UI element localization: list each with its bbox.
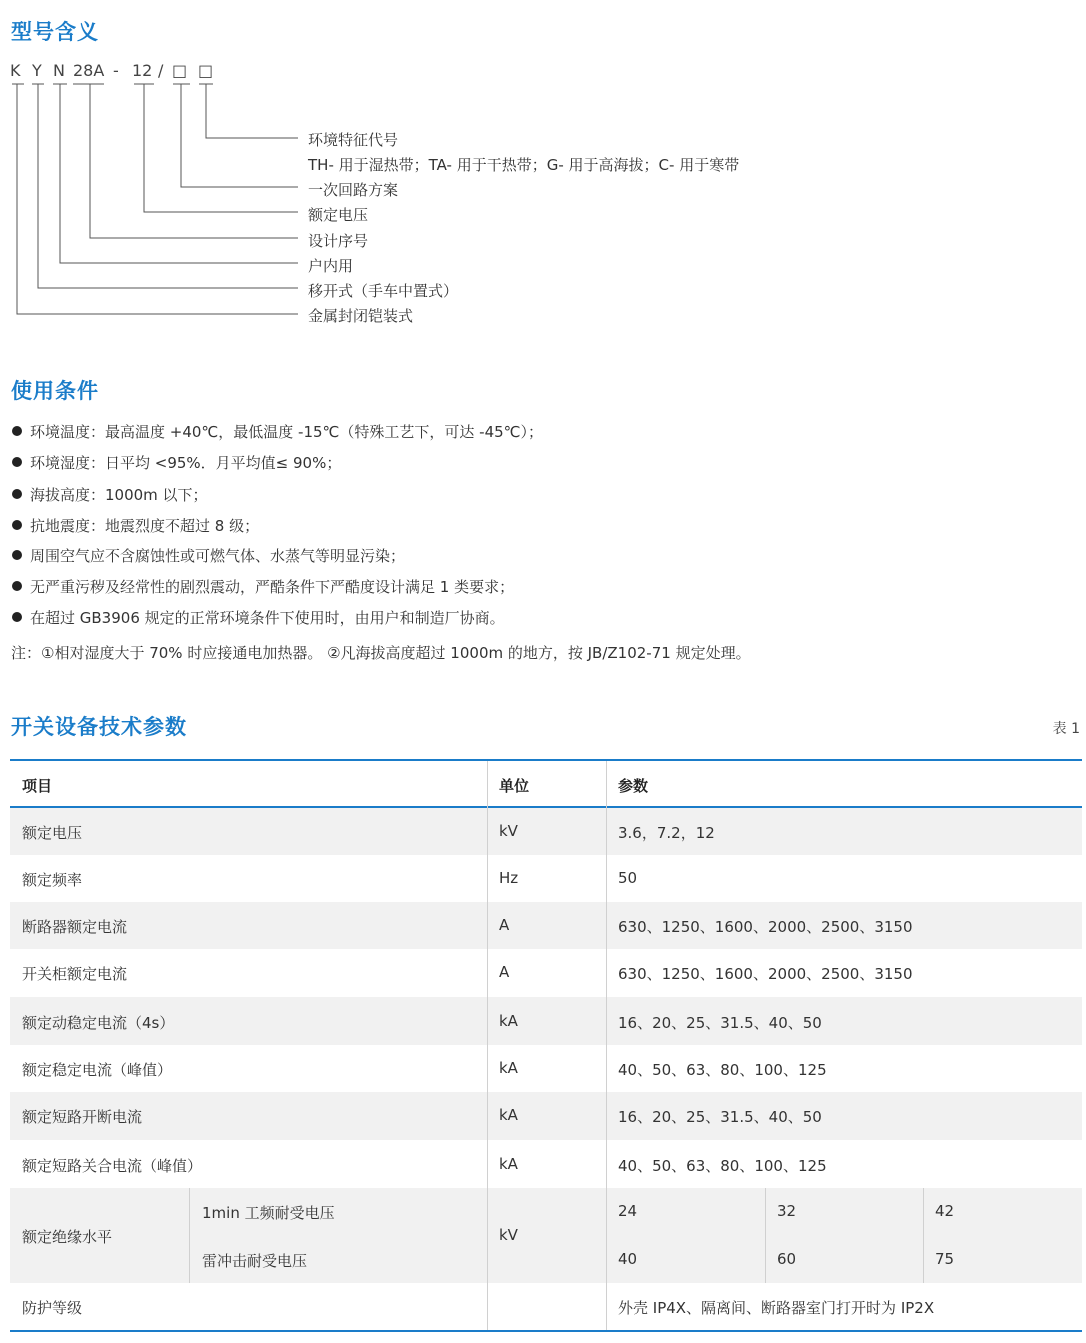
model-desc-8: 金属封闭铠装式 [308, 307, 414, 325]
bullet-icon [12, 581, 22, 591]
condition-item: 无严重污秽及经常性的剧烈震动，严酷条件下严酷度设计满足 1 类要求； [12, 576, 514, 597]
insulation-unit: kV [499, 1226, 518, 1244]
table-row: 开关柜额定电流 A 630、1250、1600、2000、2500、3150 [22, 963, 913, 983]
insulation-item: 额定绝缘水平 [22, 1228, 113, 1246]
code-dash: - [113, 61, 119, 80]
table-row: 额定动稳定电流（4s） kA 16、20、25、31.5、40、50 [10, 997, 1082, 1045]
condition-item: 在超过 GB3906 规定的正常环境条件下使用时，由用户和制造厂协商。 [12, 607, 505, 628]
section-title-model: 型号含义 [11, 20, 99, 44]
code-n: N [53, 61, 65, 80]
bullet-icon [12, 612, 22, 622]
code-box2: □ [198, 61, 214, 80]
column-divider [606, 761, 607, 1330]
code-slash: / [158, 61, 164, 80]
section-title-params: 开关设备技术参数 [11, 715, 187, 739]
table-row: 额定稳定电流（峰值） kA 40、50、63、80、100、125 [22, 1059, 827, 1079]
code-series: 28A [73, 61, 105, 80]
model-desc-7: 移开式（手车中置式） [308, 282, 459, 300]
insulation-sub2: 雷冲击耐受电压 [202, 1252, 308, 1270]
column-divider [923, 1188, 924, 1283]
column-divider [487, 761, 488, 1330]
table-label: 表 1 [1052, 721, 1080, 737]
code-k: K [10, 61, 21, 80]
header-item: 项目 [22, 777, 53, 795]
model-desc-4: 额定电压 [308, 206, 369, 224]
condition-item: 海拔高度：1000m 以下； [12, 484, 208, 505]
code-box1: □ [172, 61, 188, 80]
condition-item: 环境温度：最高温度 +40℃，最低温度 -15℃（特殊工艺下，可达 -45℃）； [12, 421, 543, 442]
table-row: 断路器额定电流 A 630、1250、1600、2000、2500、3150 [10, 902, 1082, 949]
model-bracket-lines [0, 0, 310, 330]
condition-item: 环境湿度：日平均 <95%．月平均值≤ 90%； [12, 452, 341, 473]
model-desc-1: 环境特征代号 [308, 131, 399, 149]
bullet-icon [12, 520, 22, 530]
model-desc-2: TH- 用于湿热带；TA- 用于干热带；G- 用于高海拔；C- 用于寒带 [308, 156, 740, 174]
header-value: 参数 [618, 777, 649, 795]
table-row: 额定频率 Hz 50 [22, 869, 638, 889]
table-header-row [10, 761, 1082, 806]
bullet-icon [12, 489, 22, 499]
bullet-icon [12, 550, 22, 560]
column-divider [765, 1188, 766, 1283]
insulation-sub1: 1min 工频耐受电压 [202, 1204, 335, 1222]
table-row-insulation: 额定绝缘水平 1min 工频耐受电压 雷冲击耐受电压 kV 24 32 42 40 60 75 [10, 1188, 1082, 1283]
model-desc-6: 户内用 [308, 257, 354, 275]
bullet-icon [12, 426, 22, 436]
column-divider [189, 1188, 190, 1283]
table-bottom-rule [10, 1330, 1082, 1332]
table-row: 额定短路关合电流（峰值） kA 40、50、63、80、100、125 [22, 1155, 827, 1175]
bullet-icon [12, 457, 22, 467]
condition-item: 周围空气应不含腐蚀性或可燃气体、水蒸气等明显污染； [12, 545, 405, 566]
condition-item: 抗地震度：地震烈度不超过 8 级； [12, 515, 259, 536]
model-desc-5: 设计序号 [308, 232, 369, 250]
code-y: Y [32, 61, 42, 80]
table-row: 额定短路开断电流 kA 16、20、25、31.5、40、50 [10, 1092, 1082, 1140]
code-voltage: 12 [132, 61, 153, 80]
model-desc-3: 一次回路方案 [308, 181, 399, 199]
table-row: 防护等级 外壳 IP4X、隔离间、断路器室门打开时为 IP2X [22, 1299, 935, 1317]
section-title-conditions: 使用条件 [11, 379, 99, 403]
conditions-note: 注：①相对湿度大于 70% 时应接通电加热器。 ②凡海拔高度超过 1000m 的地方，按 JB/Z102-71 规定处理。 [11, 644, 751, 662]
table-row: 额定电压 kV 3.6，7.2，12 [10, 808, 1082, 855]
header-unit: 单位 [499, 777, 530, 795]
